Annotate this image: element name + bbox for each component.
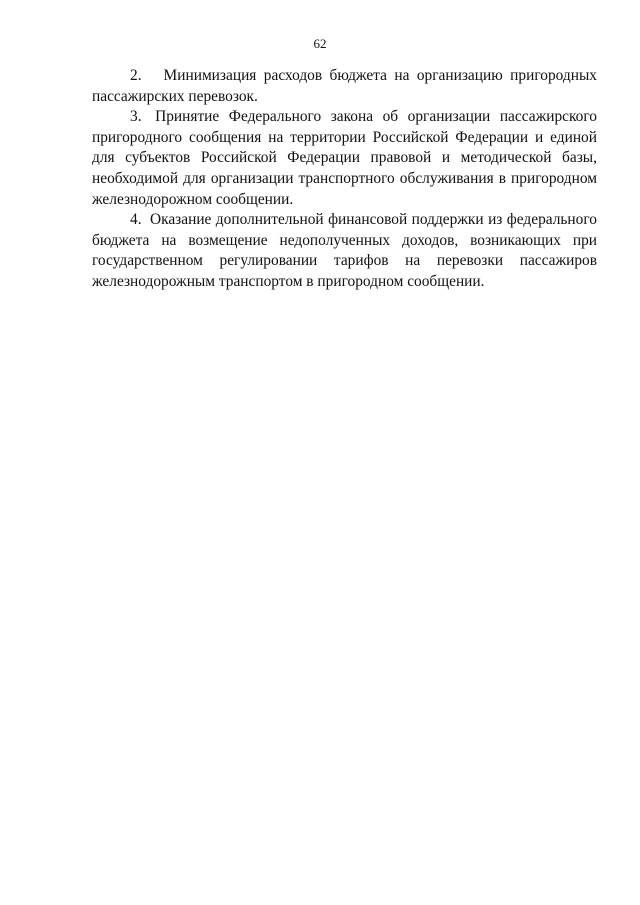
list-item-4 (92, 210, 597, 292)
item-text: Оказание дополнительной финансовой поддержки из федерального бюджета на возмещение недополученных доходов, возникающих при государственном регулировании тарифов на перевозки пассажиров железнодорожным транспортом в пригородном сообщении. (92, 211, 597, 290)
item-number: 3. (130, 108, 142, 126)
item-number: 2. (130, 67, 142, 84)
item-text: Минимизация расходов бюджета на организацию пригородных пассажирских перевозок. (92, 67, 597, 105)
page-number: 62 (313, 36, 327, 51)
item-number: 4. (130, 211, 142, 229)
document-body (92, 66, 597, 293)
item-text: Принятие Федерального закона об организации пассажирского пригородного сообщения на территории Российской Федерации и единой для субъектов Российской Федерации правовой и методической базы, необходимой для организации транспортного обслуживания в пригородном железнодорожном сообщении. (92, 108, 597, 208)
list-item-2 (92, 66, 597, 107)
list-item-3 (92, 107, 597, 210)
